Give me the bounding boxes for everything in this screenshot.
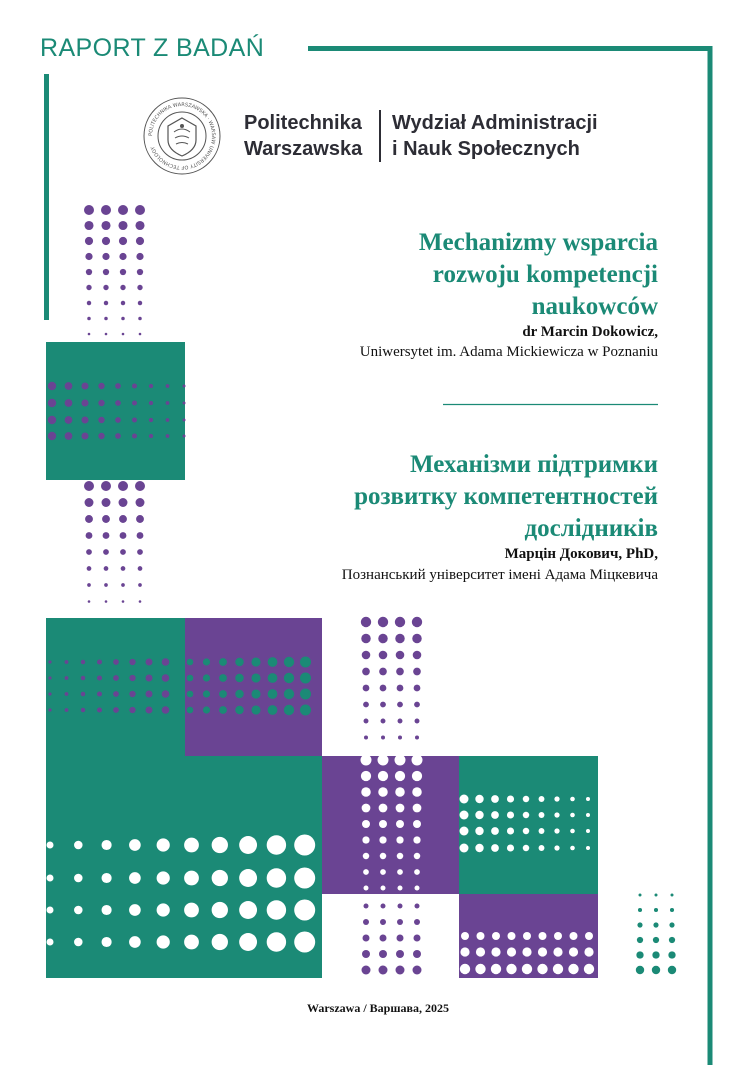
series-label: RAPORT Z BADAŃ [40, 34, 265, 62]
university-name-line2: Warszawska [244, 138, 363, 160]
faculty-name-line1: Wydział Administracji [392, 112, 598, 134]
title-polish-line3: naukowców [531, 293, 658, 320]
pattern-block-5 [322, 756, 459, 894]
title-ukrainian-line1: Механізми підтримки [410, 451, 658, 478]
dots-column-right [636, 894, 676, 975]
affiliation-ukrainian: Познанський університет імені Адама Міцкевича [341, 567, 658, 583]
pattern-block-3 [185, 618, 322, 756]
pattern-block-1 [46, 342, 185, 480]
dots-column-center-bottom [362, 904, 422, 975]
dots-column-top [84, 205, 145, 335]
title-ukrainian-line3: дослідників [524, 515, 658, 542]
author-polish: dr Marcin Dokowicz, [522, 324, 658, 340]
title-ukrainian-line2: розвитку компетентностей [354, 483, 658, 510]
faculty-name-line2: i Nauk Społecznych [392, 138, 580, 160]
seal-text: POLITECHNIKA WARSZAWSKA · WARSAW UNIVERSITY OF TECHNOLOGY [147, 101, 217, 171]
title-polish-line1: Mechanizmy wsparcia [418, 229, 658, 256]
white-dots-purple-small [460, 932, 594, 974]
dots-column-center-top [361, 617, 422, 740]
pattern-block-6 [459, 756, 598, 894]
title-polish-line2: rozwoju kompetencji [432, 261, 658, 288]
dots-column-middle [84, 481, 145, 603]
affiliation-polish: Uniwersytet im. Adama Mickiewicza w Poznaniu [359, 344, 658, 360]
pattern-block-2 [46, 618, 185, 756]
footer-place-year: Warszawa / Варшава, 2025 [307, 1001, 449, 1015]
author-ukrainian: Марцін Докович, PhD, [504, 546, 658, 562]
university-name-line1: Politechnika [244, 112, 362, 134]
